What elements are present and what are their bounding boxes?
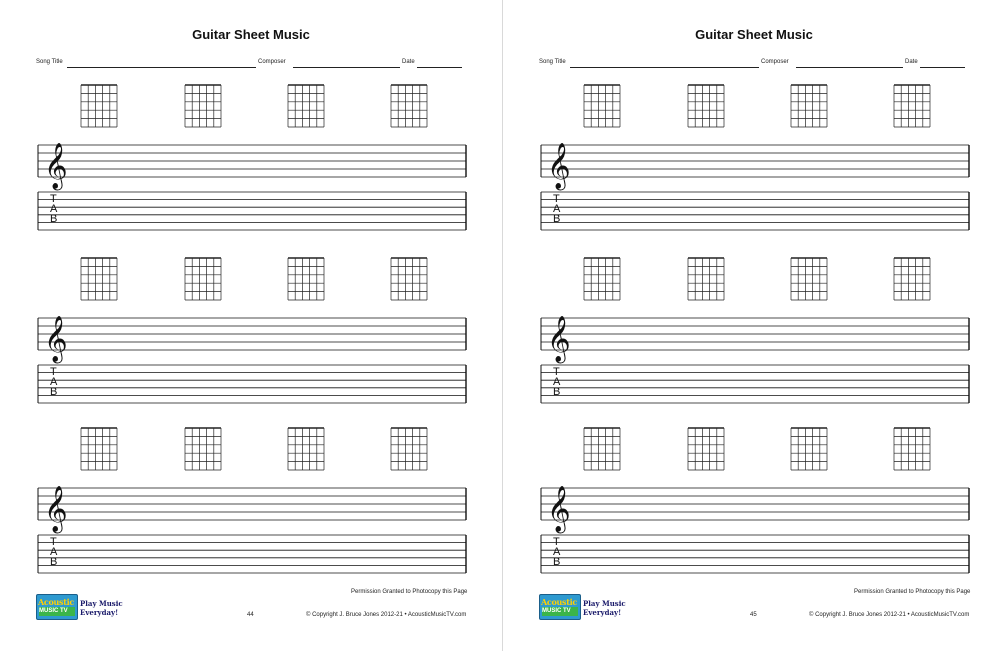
tab-staff <box>38 365 466 403</box>
system-2 <box>38 258 466 403</box>
tab-letter-b: B <box>553 556 561 568</box>
chord-box <box>185 258 221 300</box>
chord-box <box>791 428 827 470</box>
permission-note: Permission Granted to Photocopy this Page <box>854 589 971 595</box>
tab-letter-t: T <box>553 193 560 205</box>
chord-box <box>391 428 427 470</box>
logo-tagline-1: Play Music <box>583 599 626 608</box>
song-title-label: Song Title <box>539 59 566 65</box>
tab-letter-a: A <box>50 546 58 558</box>
tab-letter-a: A <box>50 376 58 388</box>
composer-label: Composer <box>761 59 789 65</box>
composer-label: Composer <box>258 59 286 65</box>
system-1 <box>541 85 969 230</box>
system-3 <box>541 428 969 573</box>
logo-tagline-2: Everyday! <box>80 608 119 617</box>
music-staff <box>541 316 969 364</box>
chord-box <box>288 258 324 300</box>
system-2 <box>541 258 969 403</box>
permission-note: Permission Granted to Photocopy this Page <box>351 589 468 595</box>
chord-box <box>81 428 117 470</box>
music-staff <box>541 486 969 534</box>
tab-letter-b: B <box>553 213 561 225</box>
chord-box <box>791 85 827 127</box>
system-1 <box>38 85 466 230</box>
music-systems <box>0 0 502 651</box>
logo-badge <box>539 594 581 620</box>
chord-box <box>81 85 117 127</box>
logo-name: Acoustic <box>38 597 74 607</box>
chord-box <box>391 85 427 127</box>
tab-letter-b: B <box>50 556 58 568</box>
logo-name: Acoustic <box>541 597 577 607</box>
copyright-note: © Copyright J. Bruce Jones 2012-21 • AcousticMusicTV.com <box>809 612 970 618</box>
page-title: Guitar Sheet Music <box>192 27 310 42</box>
chord-box <box>688 258 724 300</box>
music-staff <box>38 316 466 364</box>
chord-box <box>894 258 930 300</box>
tab-letter-a: A <box>553 546 561 558</box>
copyright-note: © Copyright J. Bruce Jones 2012-21 • AcousticMusicTV.com <box>306 612 467 618</box>
chord-box <box>81 258 117 300</box>
sheet-page-right <box>503 0 1005 651</box>
chord-box <box>791 258 827 300</box>
tab-letter-a: A <box>553 203 561 215</box>
chord-box <box>894 428 930 470</box>
page-number: 44 <box>247 612 254 618</box>
chord-box <box>688 85 724 127</box>
chord-box <box>894 85 930 127</box>
tab-letter-b: B <box>50 213 58 225</box>
chord-box <box>288 428 324 470</box>
chord-box <box>288 85 324 127</box>
tab-letter-b: B <box>553 386 561 398</box>
treble-clef-icon: 𝄞 <box>547 486 571 532</box>
sheet-page-left <box>0 0 502 651</box>
tab-staff <box>38 535 466 573</box>
tab-staff <box>541 365 969 403</box>
music-systems <box>503 0 1005 651</box>
date-label: Date <box>402 59 415 65</box>
tab-letter-a: A <box>553 376 561 388</box>
chord-box <box>185 85 221 127</box>
treble-clef-icon: 𝄞 <box>44 143 68 189</box>
system-3 <box>38 428 466 573</box>
chord-box <box>185 428 221 470</box>
date-label: Date <box>905 59 918 65</box>
tab-letter-a: A <box>50 203 58 215</box>
tab-letter-t: T <box>553 366 560 378</box>
acoustic-music-tv-logo <box>539 594 629 622</box>
tab-letter-t: T <box>50 536 57 548</box>
tab-letter-t: T <box>553 536 560 548</box>
tab-letter-t: T <box>50 366 57 378</box>
chord-box <box>584 85 620 127</box>
page-number: 45 <box>750 612 757 618</box>
music-staff <box>541 143 969 191</box>
tab-letter-t: T <box>50 193 57 205</box>
tab-staff <box>38 192 466 230</box>
music-staff <box>38 486 466 534</box>
treble-clef-icon: 𝄞 <box>44 316 68 362</box>
chord-box <box>584 258 620 300</box>
tab-letter-b: B <box>50 386 58 398</box>
logo-tagline-1: Play Music <box>80 599 123 608</box>
song-title-label: Song Title <box>36 59 63 65</box>
treble-clef-icon: 𝄞 <box>44 486 68 532</box>
logo-sub: MUSIC TV <box>39 607 75 616</box>
music-staff <box>38 143 466 191</box>
chord-box <box>391 258 427 300</box>
logo-badge <box>36 594 78 620</box>
treble-clef-icon: 𝄞 <box>547 143 571 189</box>
logo-tagline-2: Everyday! <box>583 608 622 617</box>
treble-clef-icon: 𝄞 <box>547 316 571 362</box>
tab-staff <box>541 535 969 573</box>
logo-sub: MUSIC TV <box>542 607 578 616</box>
tab-staff <box>541 192 969 230</box>
chord-box <box>584 428 620 470</box>
acoustic-music-tv-logo <box>36 594 126 622</box>
chord-box <box>688 428 724 470</box>
page-title: Guitar Sheet Music <box>695 27 813 42</box>
